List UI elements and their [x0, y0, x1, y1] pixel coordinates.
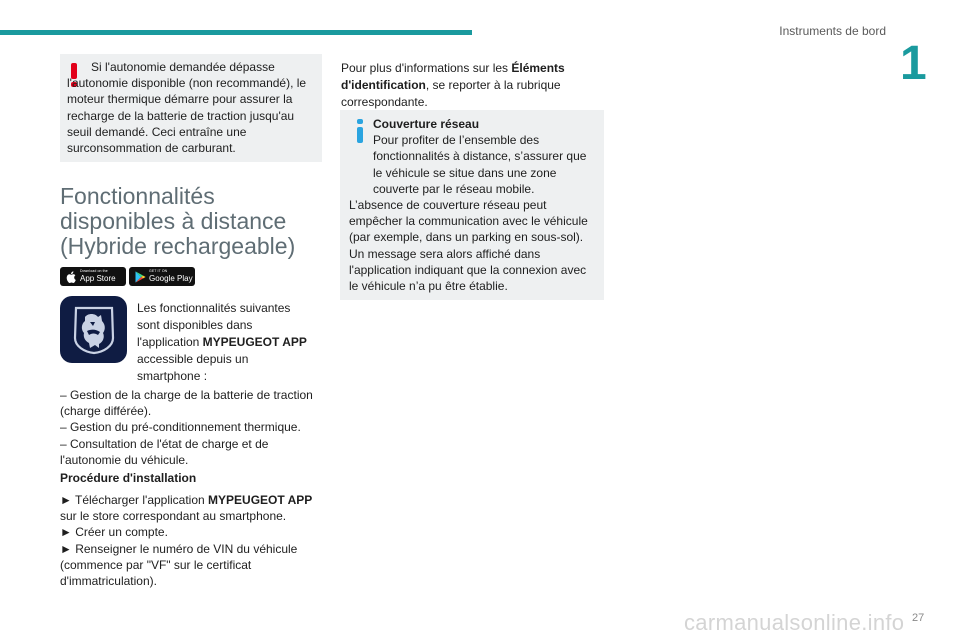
intro-text-start: Les fonctionnalités suivantes sont disponibles dans l'application — [137, 301, 291, 349]
reference-link-text: Éléments d'identification — [341, 61, 565, 92]
warning-text: Si l'autonomie demandée dépasse l'autonomie disponible (non recommandé), le moteur thermique démarre pour assurer la recharge de la batterie de traction jusqu'au seuil demandé. Ceci entraîne une surconsommation de carburant. — [67, 60, 307, 156]
intro-text-end: accessible depuis un smartphone : — [137, 352, 249, 383]
app-store-small-text: Download on the — [80, 269, 108, 274]
step-text: ► Télécharger l'application — [60, 493, 209, 507]
intro-app-name: MYPEUGEOT APP — [202, 335, 307, 349]
install-step — [60, 492, 325, 524]
google-play-label: Google Play — [149, 273, 193, 283]
list-item: – Gestion de la charge de la batterie de traction (charge différée). — [60, 388, 313, 419]
install-heading: Procédure d'installation — [60, 471, 197, 485]
header-accent-bar — [0, 30, 472, 35]
watermark: carmanualsonline.info — [684, 610, 905, 635]
identification-reference — [341, 60, 591, 111]
app-store-badge[interactable] — [60, 267, 126, 286]
google-play-icon — [134, 271, 146, 283]
feature-list — [60, 387, 324, 468]
google-play-small-text: GET IT ON — [149, 269, 168, 274]
apple-icon — [65, 271, 77, 283]
info-box — [340, 110, 604, 300]
reference-text-end: , se reporter à la rubrique correspondante. — [341, 78, 561, 109]
running-header: Instruments de bord — [779, 24, 886, 38]
info-text — [349, 116, 597, 294]
app-store-label: App Store — [80, 273, 116, 283]
list-item: – Gestion du pré-conditionnement thermique. — [60, 420, 301, 435]
intro-paragraph — [137, 300, 307, 385]
reference-text-start: Pour plus d'informations sur les — [341, 61, 512, 75]
info-paragraph: Pour profiter de l’ensemble des fonctionnalités à distance, s’assurer que le véhicule se situe dans une zone couverte par le réseau mobile. — [373, 133, 587, 196]
info-paragraph: L’absence de couverture réseau peut empêcher la communication avec le véhicule (par exemple, dans un parking en sous-sol). Un message sera alors affiché dans l'application indiquant que la connexion avec le véhicule n’a pu être établie. — [349, 198, 588, 294]
list-item: – Consultation de l'état de charge et de l'autonomie du véhicule. — [60, 436, 269, 467]
section-title: Fonctionnalités disponibles à distance (Hybride rechargeable) — [60, 183, 296, 259]
warning-box — [60, 54, 322, 162]
install-steps — [60, 492, 325, 589]
chapter-number: 1 — [900, 37, 927, 90]
page-number: 27 — [912, 612, 925, 624]
peugeot-lion-icon — [60, 296, 127, 363]
info-title: Couverture réseau — [373, 117, 480, 131]
install-step: ► Renseigner le numéro de VIN du véhicule (commence par "VF" sur le certificat d'immatriculation). — [60, 541, 298, 589]
step-text: sur le store correspondant au smartphone. — [60, 509, 287, 524]
step-app-name: MYPEUGEOT APP — [208, 493, 313, 507]
install-step: ► Créer un compte. — [60, 525, 168, 540]
google-play-badge[interactable] — [129, 267, 195, 286]
